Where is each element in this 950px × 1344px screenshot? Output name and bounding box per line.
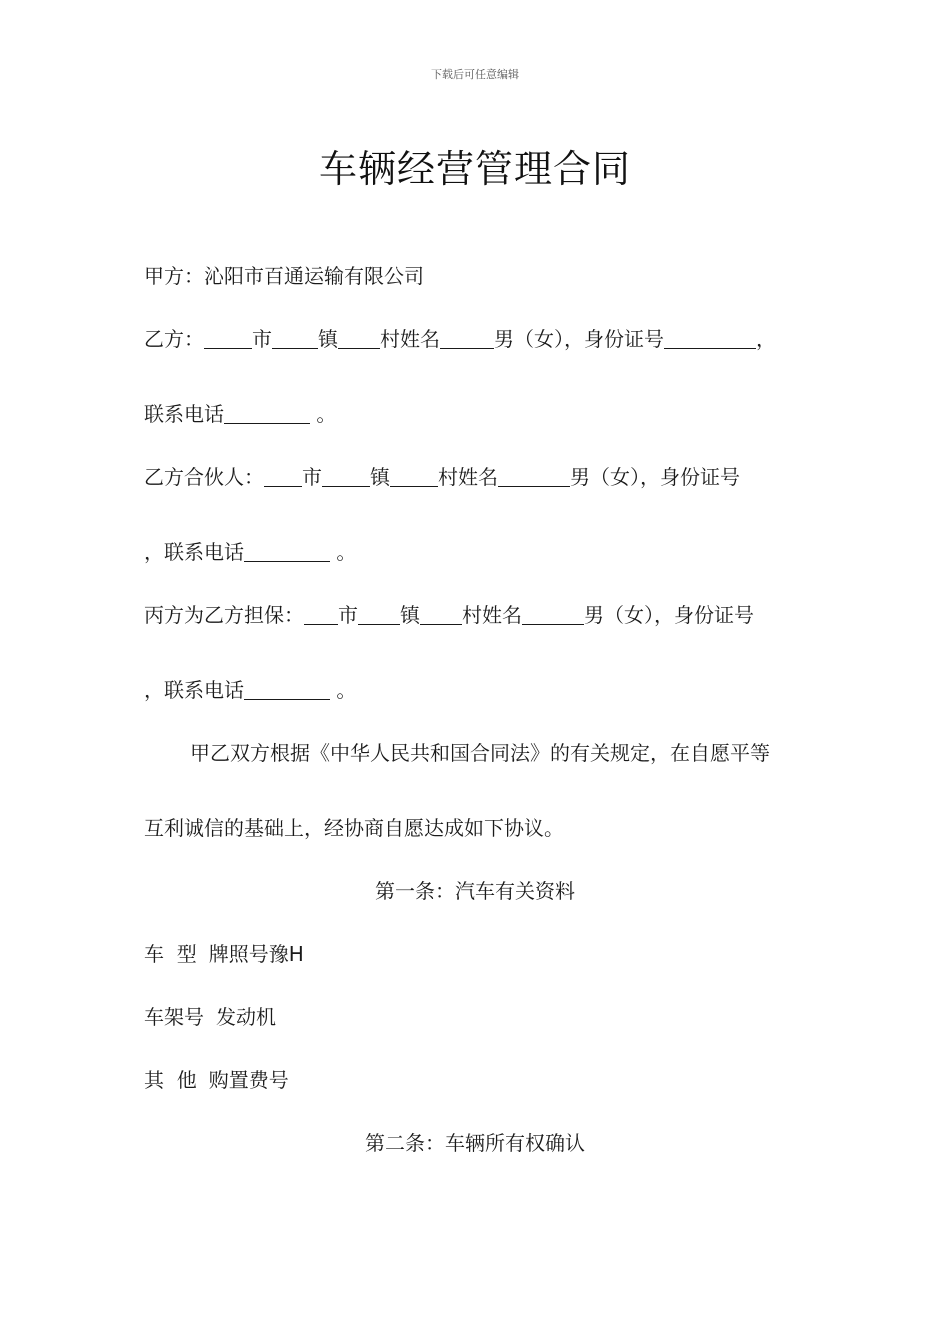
party-c-phone-line <box>144 676 814 704</box>
id-blank <box>664 328 756 349</box>
city-label: 市 <box>302 465 322 489</box>
period: 。 <box>336 540 357 564</box>
party-b-line <box>144 325 814 353</box>
name-blank <box>498 466 570 487</box>
guarantor-label: 丙方为乙方担保： <box>144 603 304 627</box>
plate-number-label: 牌照号豫H <box>208 942 304 966</box>
city-blank <box>204 328 252 349</box>
town-blank <box>272 328 318 349</box>
preamble-line-1: 甲乙双方根据《中华人民共和国合同法》的有关规定，在自愿平等 <box>190 741 770 765</box>
party-b-label: 乙方： <box>144 327 204 351</box>
purchase-fee-label: 购置费号 <box>208 1068 289 1092</box>
party-b-partner-line <box>144 463 814 491</box>
period: 。 <box>316 402 337 426</box>
party-b-phone-line <box>144 400 814 428</box>
frame-number-label: 车架号 <box>144 1005 204 1029</box>
village-name-label: 村姓名 <box>438 465 498 489</box>
article-1-heading: 第一条：汽车有关资料 <box>375 879 575 903</box>
party-c-line <box>144 601 814 629</box>
city-label: 市 <box>338 603 358 627</box>
comma: ， <box>756 327 776 351</box>
village-name-label: 村姓名 <box>462 603 522 627</box>
city-blank <box>304 604 338 625</box>
phone-label: 联系电话 <box>144 402 224 426</box>
vehicle-type-row <box>144 940 814 968</box>
gender-id-label: 男（女），身份证号 <box>494 327 664 351</box>
period: 。 <box>336 678 357 702</box>
other-row <box>144 1066 814 1094</box>
phone-label: ，联系电话 <box>144 678 244 702</box>
village-name-label: 村姓名 <box>380 327 440 351</box>
party-b-partner-phone-line <box>144 538 814 566</box>
vehicle-type-label: 车 型 <box>144 942 197 966</box>
name-blank <box>522 604 584 625</box>
article-2-heading: 第二条：车辆所有权确认 <box>365 1131 585 1155</box>
village-blank <box>338 328 380 349</box>
village-blank <box>390 466 438 487</box>
frame-number-row <box>144 1003 814 1031</box>
document-title: 车辆经营管理合同 <box>318 147 631 191</box>
town-label: 镇 <box>318 327 338 351</box>
town-blank <box>322 466 370 487</box>
town-label: 镇 <box>400 603 420 627</box>
partner-label: 乙方合伙人： <box>144 465 264 489</box>
phone-blank <box>244 541 330 562</box>
phone-blank <box>244 679 330 700</box>
phone-label: ，联系电话 <box>144 540 244 564</box>
town-label: 镇 <box>370 465 390 489</box>
party-a-line: 甲方：沁阳市百通运输有限公司 <box>144 264 424 288</box>
name-blank <box>440 328 494 349</box>
phone-blank <box>224 403 310 424</box>
preamble-line-2: 互利诚信的基础上，经协商自愿达成如下协议。 <box>144 816 564 840</box>
other-label: 其 他 <box>144 1068 197 1092</box>
city-blank <box>264 466 302 487</box>
town-blank <box>358 604 400 625</box>
engine-label: 发动机 <box>216 1005 276 1029</box>
gender-id-label: 男（女），身份证号 <box>570 465 740 489</box>
village-blank <box>420 604 462 625</box>
gender-id-label: 男（女），身份证号 <box>584 603 754 627</box>
header-note: 下载后可任意编辑 <box>431 68 519 81</box>
city-label: 市 <box>252 327 272 351</box>
